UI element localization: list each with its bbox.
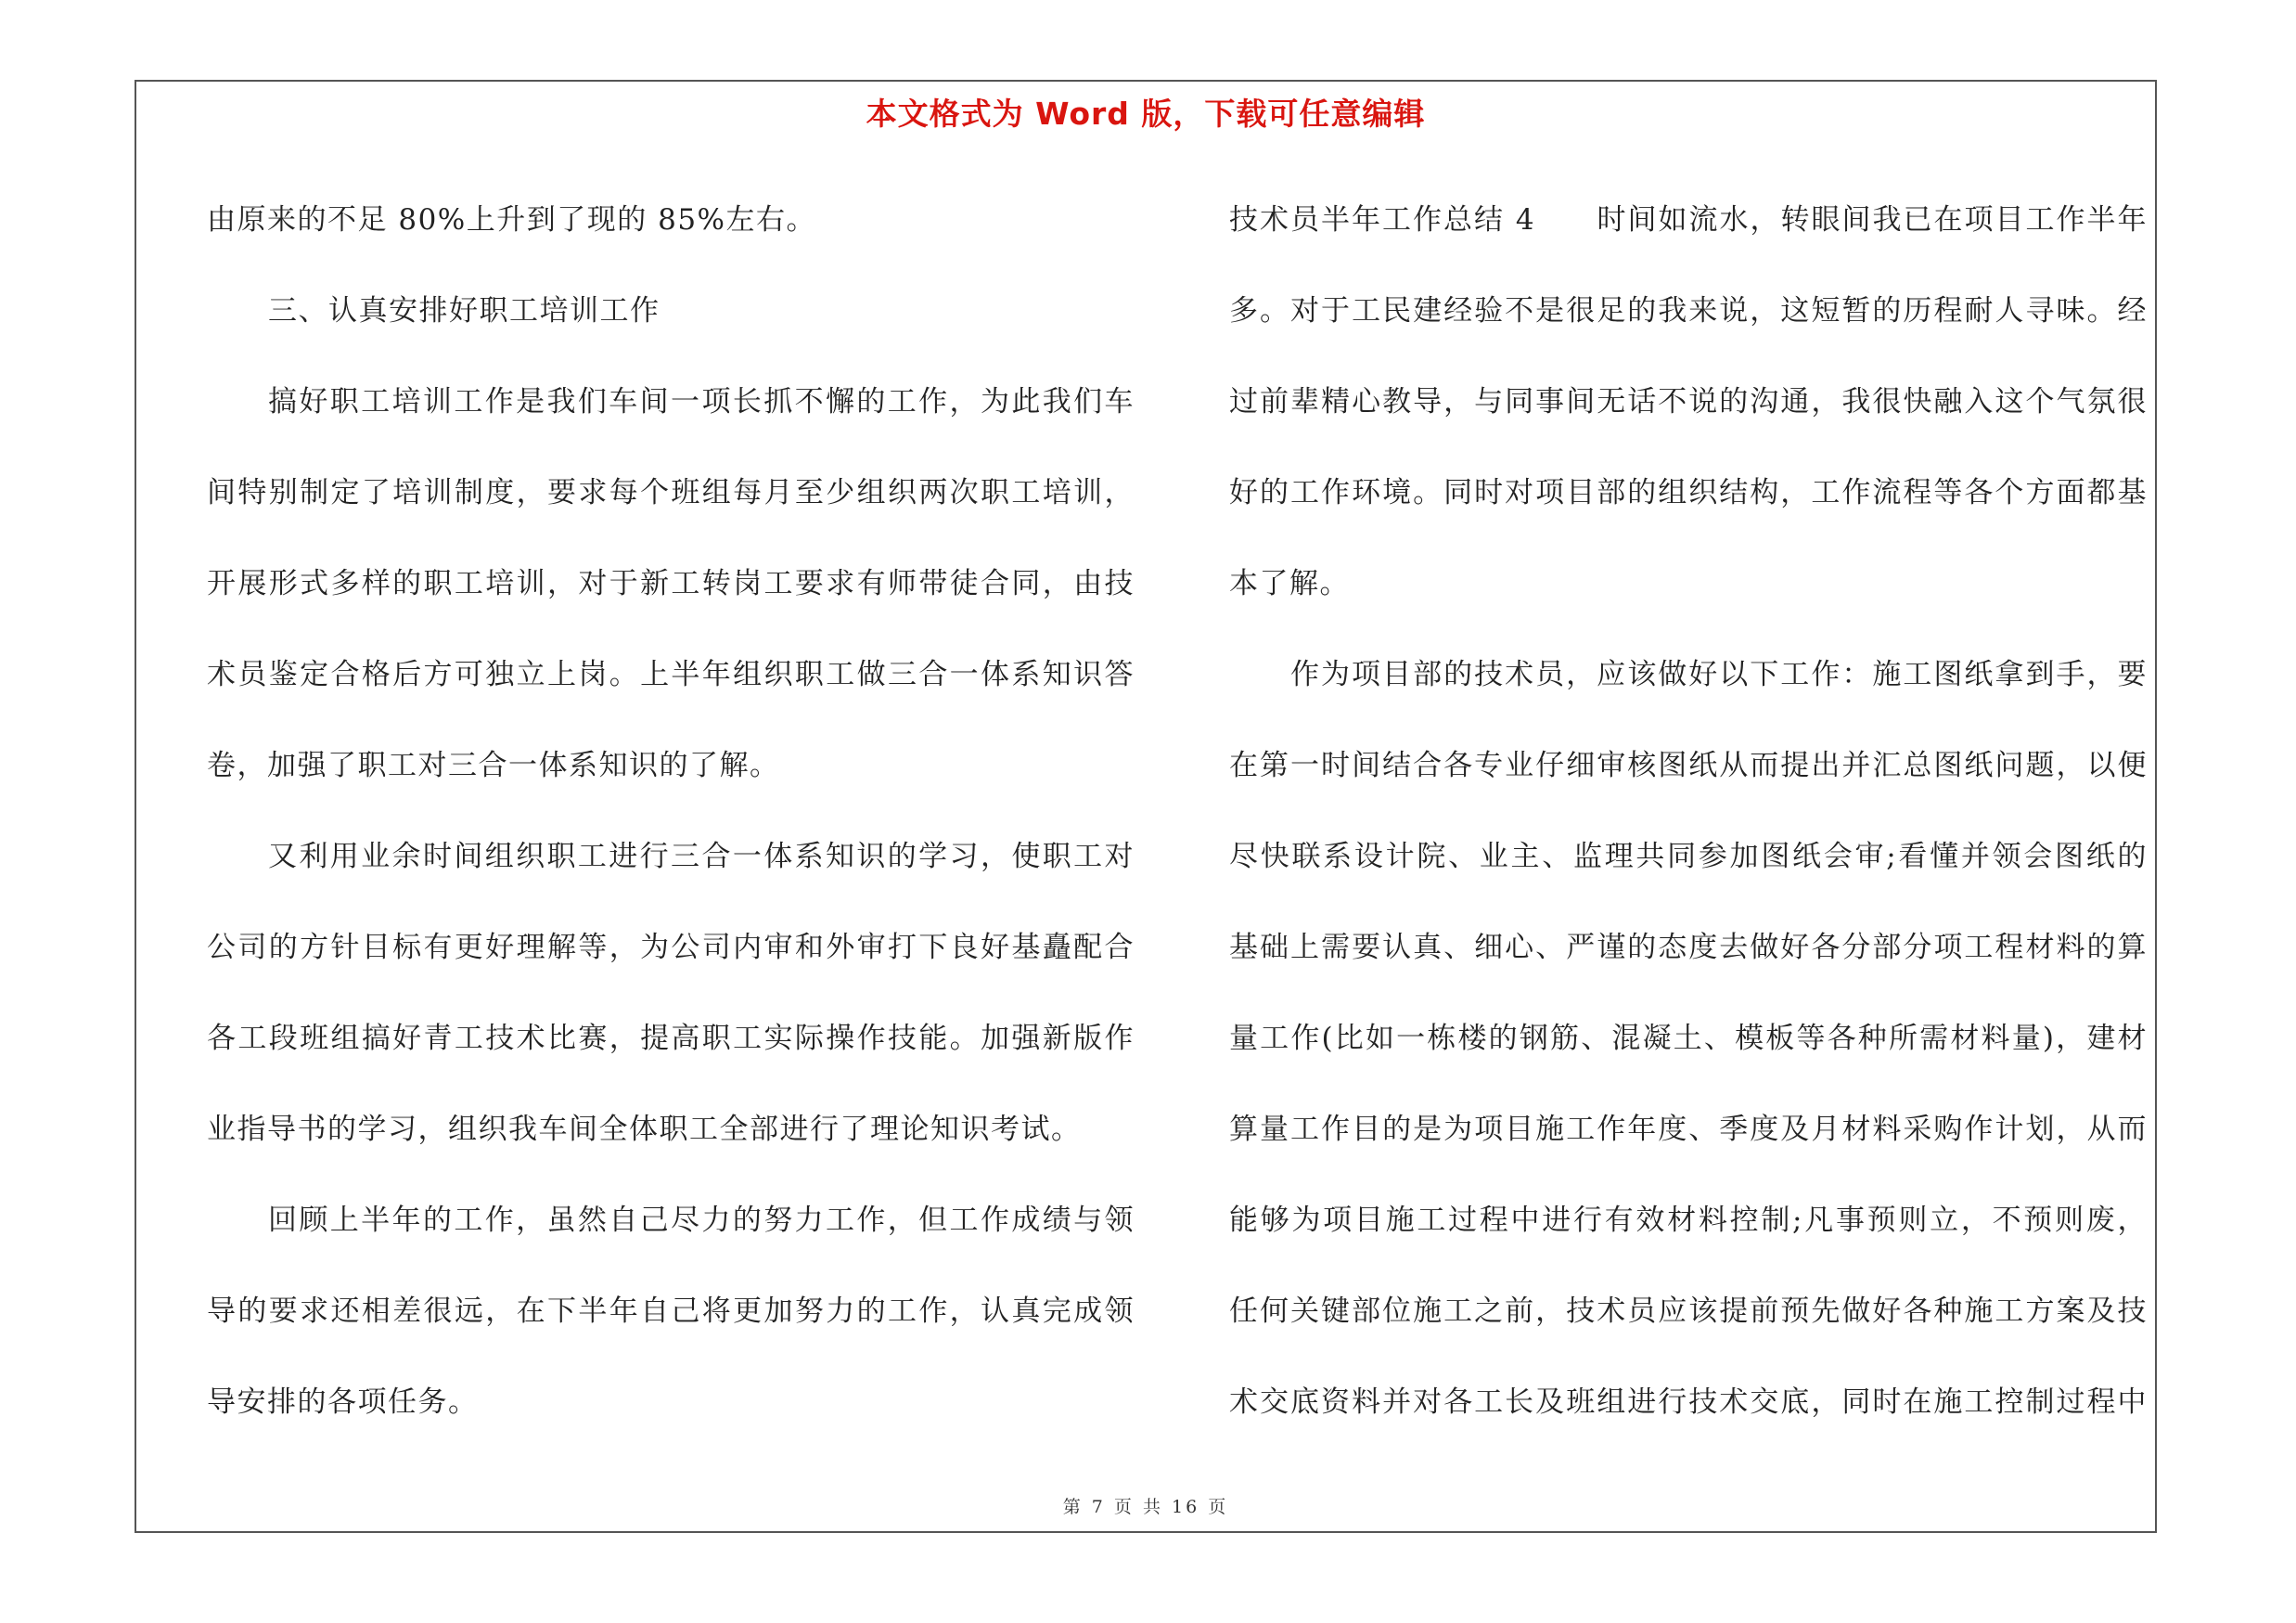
text-line: 间特别制定了培训制度，要求每个班组每月至少组织两次职工培训， [207, 476, 1135, 509]
text-line: 能够为项目施工过程中进行有效材料控制;凡事预则立，不预则废， [1229, 1204, 2148, 1237]
text-line: 术交底资料并对各工长及班组进行技术交底，同时在施工控制过程中 [1229, 1385, 2148, 1419]
text-line: 技术员半年工作总结 4 时间如流水，转眼间我已在项目工作半年 [1229, 203, 2148, 237]
text-line: 开展形式多样的职工培训，对于新工转岗工要求有师带徒合同，由技 [207, 567, 1135, 600]
text-line: 又利用业余时间组织职工进行三合一体系知识的学习，使职工对 [268, 840, 1135, 873]
text-line: 搞好职工培训工作是我们车间一项长抓不懈的工作，为此我们车 [268, 385, 1135, 419]
text-line: 本了解。 [1229, 567, 1350, 600]
document-banner: 本文格式为 Word 版，下载可任意编辑 [866, 96, 1426, 132]
text-line: 术员鉴定合格后方可独立上岗。上半年组织职工做三合一体系知识答 [207, 658, 1135, 691]
document-page [135, 80, 2157, 1533]
text-line: 好的工作环境。同时对项目部的组织结构，工作流程等各个方面都基 [1229, 476, 2148, 509]
text-line: 过前辈精心教导，与同事间无话不说的沟通，我很快融入这个气氛很 [1229, 385, 2148, 419]
text-line: 基础上需要认真、细心、严谨的态度去做好各分部分项工程材料的算 [1229, 931, 2148, 964]
text-line: 尽快联系设计院、业主、监理共同参加图纸会审;看懂并领会图纸的 [1229, 840, 2148, 873]
text-line: 在第一时间结合各专业仔细审核图纸从而提出并汇总图纸问题，以便 [1229, 749, 2148, 782]
text-line: 由原来的不足 80%上升到了现的 85%左右。 [207, 203, 817, 237]
text-line: 作为项目部的技术员，应该做好以下工作：施工图纸拿到手，要 [1290, 658, 2148, 691]
left-text-column [207, 174, 1135, 1448]
text-line: 导安排的各项任务。 [207, 1385, 479, 1419]
text-line: 业指导书的学习，组织我车间全体职工全部进行了理论知识考试。 [207, 1113, 1082, 1146]
text-line: 卷，加强了职工对三合一体系知识的了解。 [207, 749, 780, 782]
page-number-footer: 第 7 页 共 16 页 [1062, 1497, 1229, 1517]
text-line: 三、认真安排好职工培训工作 [268, 294, 661, 328]
text-line: 回顾上半年的工作，虽然自己尽力的努力工作，但工作成绩与领 [268, 1204, 1135, 1237]
text-line: 公司的方针目标有更好理解等，为公司内审和外审打下良好基矗配合 [207, 931, 1135, 964]
text-line: 各工段班组搞好青工技术比赛，提高职工实际操作技能。加强新版作 [207, 1022, 1135, 1055]
text-line: 多。对于工民建经验不是很足的我来说，这短暂的历程耐人寻味。经 [1229, 294, 2148, 328]
text-line: 量工作(比如一栋楼的钢筋、混凝土、模板等各种所需材料量)，建材 [1229, 1022, 2148, 1055]
text-line: 算量工作目的是为项目施工作年度、季度及月材料采购作计划，从而 [1229, 1113, 2148, 1146]
text-line: 导的要求还相差很远，在下半年自己将更加努力的工作，认真完成领 [207, 1295, 1135, 1328]
right-text-column [1229, 174, 2148, 1448]
text-line: 任何关键部位施工之前，技术员应该提前预先做好各种施工方案及技 [1229, 1295, 2148, 1328]
